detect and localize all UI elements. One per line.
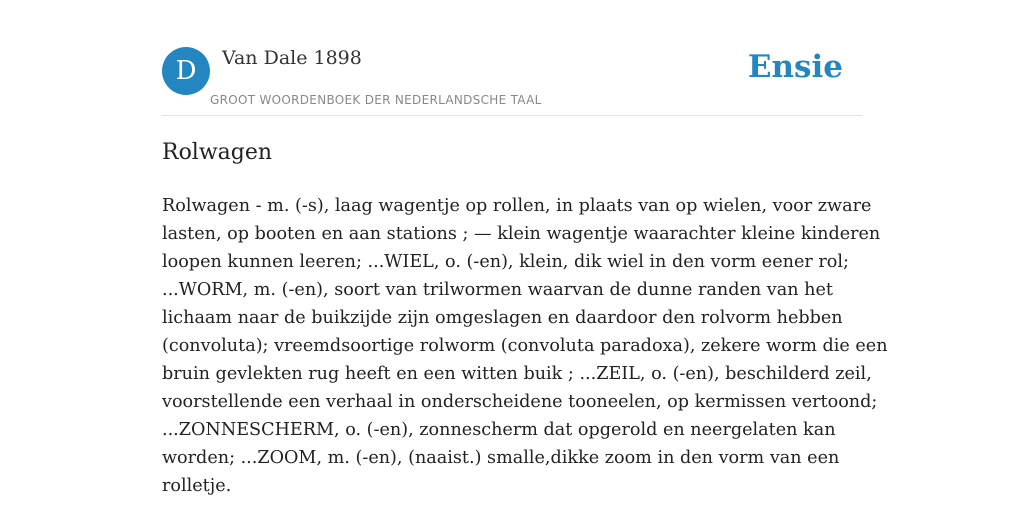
definition-line: ...ZONNESCHERM, o. (-en), zonnescherm dat opgerold en neergelaten kan [162, 420, 836, 440]
definition-line: bruin gevlekten rug heeft en een witten buik ; ...ZEIL, o. (-en), beschilderd zeil, [162, 364, 872, 384]
definition-line: worden; ...ZOOM, m. (-en), (naaist.) smalle,dikke zoom in den vorm van een [162, 448, 840, 468]
source-avatar[interactable]: D [162, 47, 210, 95]
entry-definition [162, 192, 888, 500]
source-title-link[interactable]: Van Dale 1898 [222, 47, 362, 69]
header-divider [162, 115, 862, 116]
entry-title: Rolwagen [162, 140, 273, 165]
definition-line: lichaam naar de buikzijde zijn omgeslagen en daardoor den rolvorm hebben [162, 308, 843, 328]
definition-line: Rolwagen - m. (-s), laag wagentje op rollen, in plaats van op wielen, voor zware [162, 196, 872, 216]
definition-line: ...WORM, m. (-en), soort van trilwormen waarvan de dunne randen van het [162, 280, 833, 300]
definition-line: lasten, op booten en aan stations ; — klein wagentje waarachter kleine kinderen [162, 224, 881, 244]
definition-line: voorstellende een verhaal in onderscheidene tooneelen, op kermissen vertoond; [162, 392, 878, 412]
definition-line: loopen kunnen leeren; ...WIEL, o. (-en), klein, dik wiel in den vorm eener rol; [162, 252, 849, 272]
definition-line: (convoluta); vreemdsoortige rolworm (convoluta paradoxa), zekere worm die een [162, 336, 888, 356]
definition-line: rolletje. [162, 476, 232, 496]
ensie-logo[interactable]: Ensie [747, 49, 843, 85]
source-subtitle: GROOT WOORDENBOEK DER NEDERLANDSCHE TAAL [210, 93, 542, 107]
page-header [162, 44, 862, 116]
